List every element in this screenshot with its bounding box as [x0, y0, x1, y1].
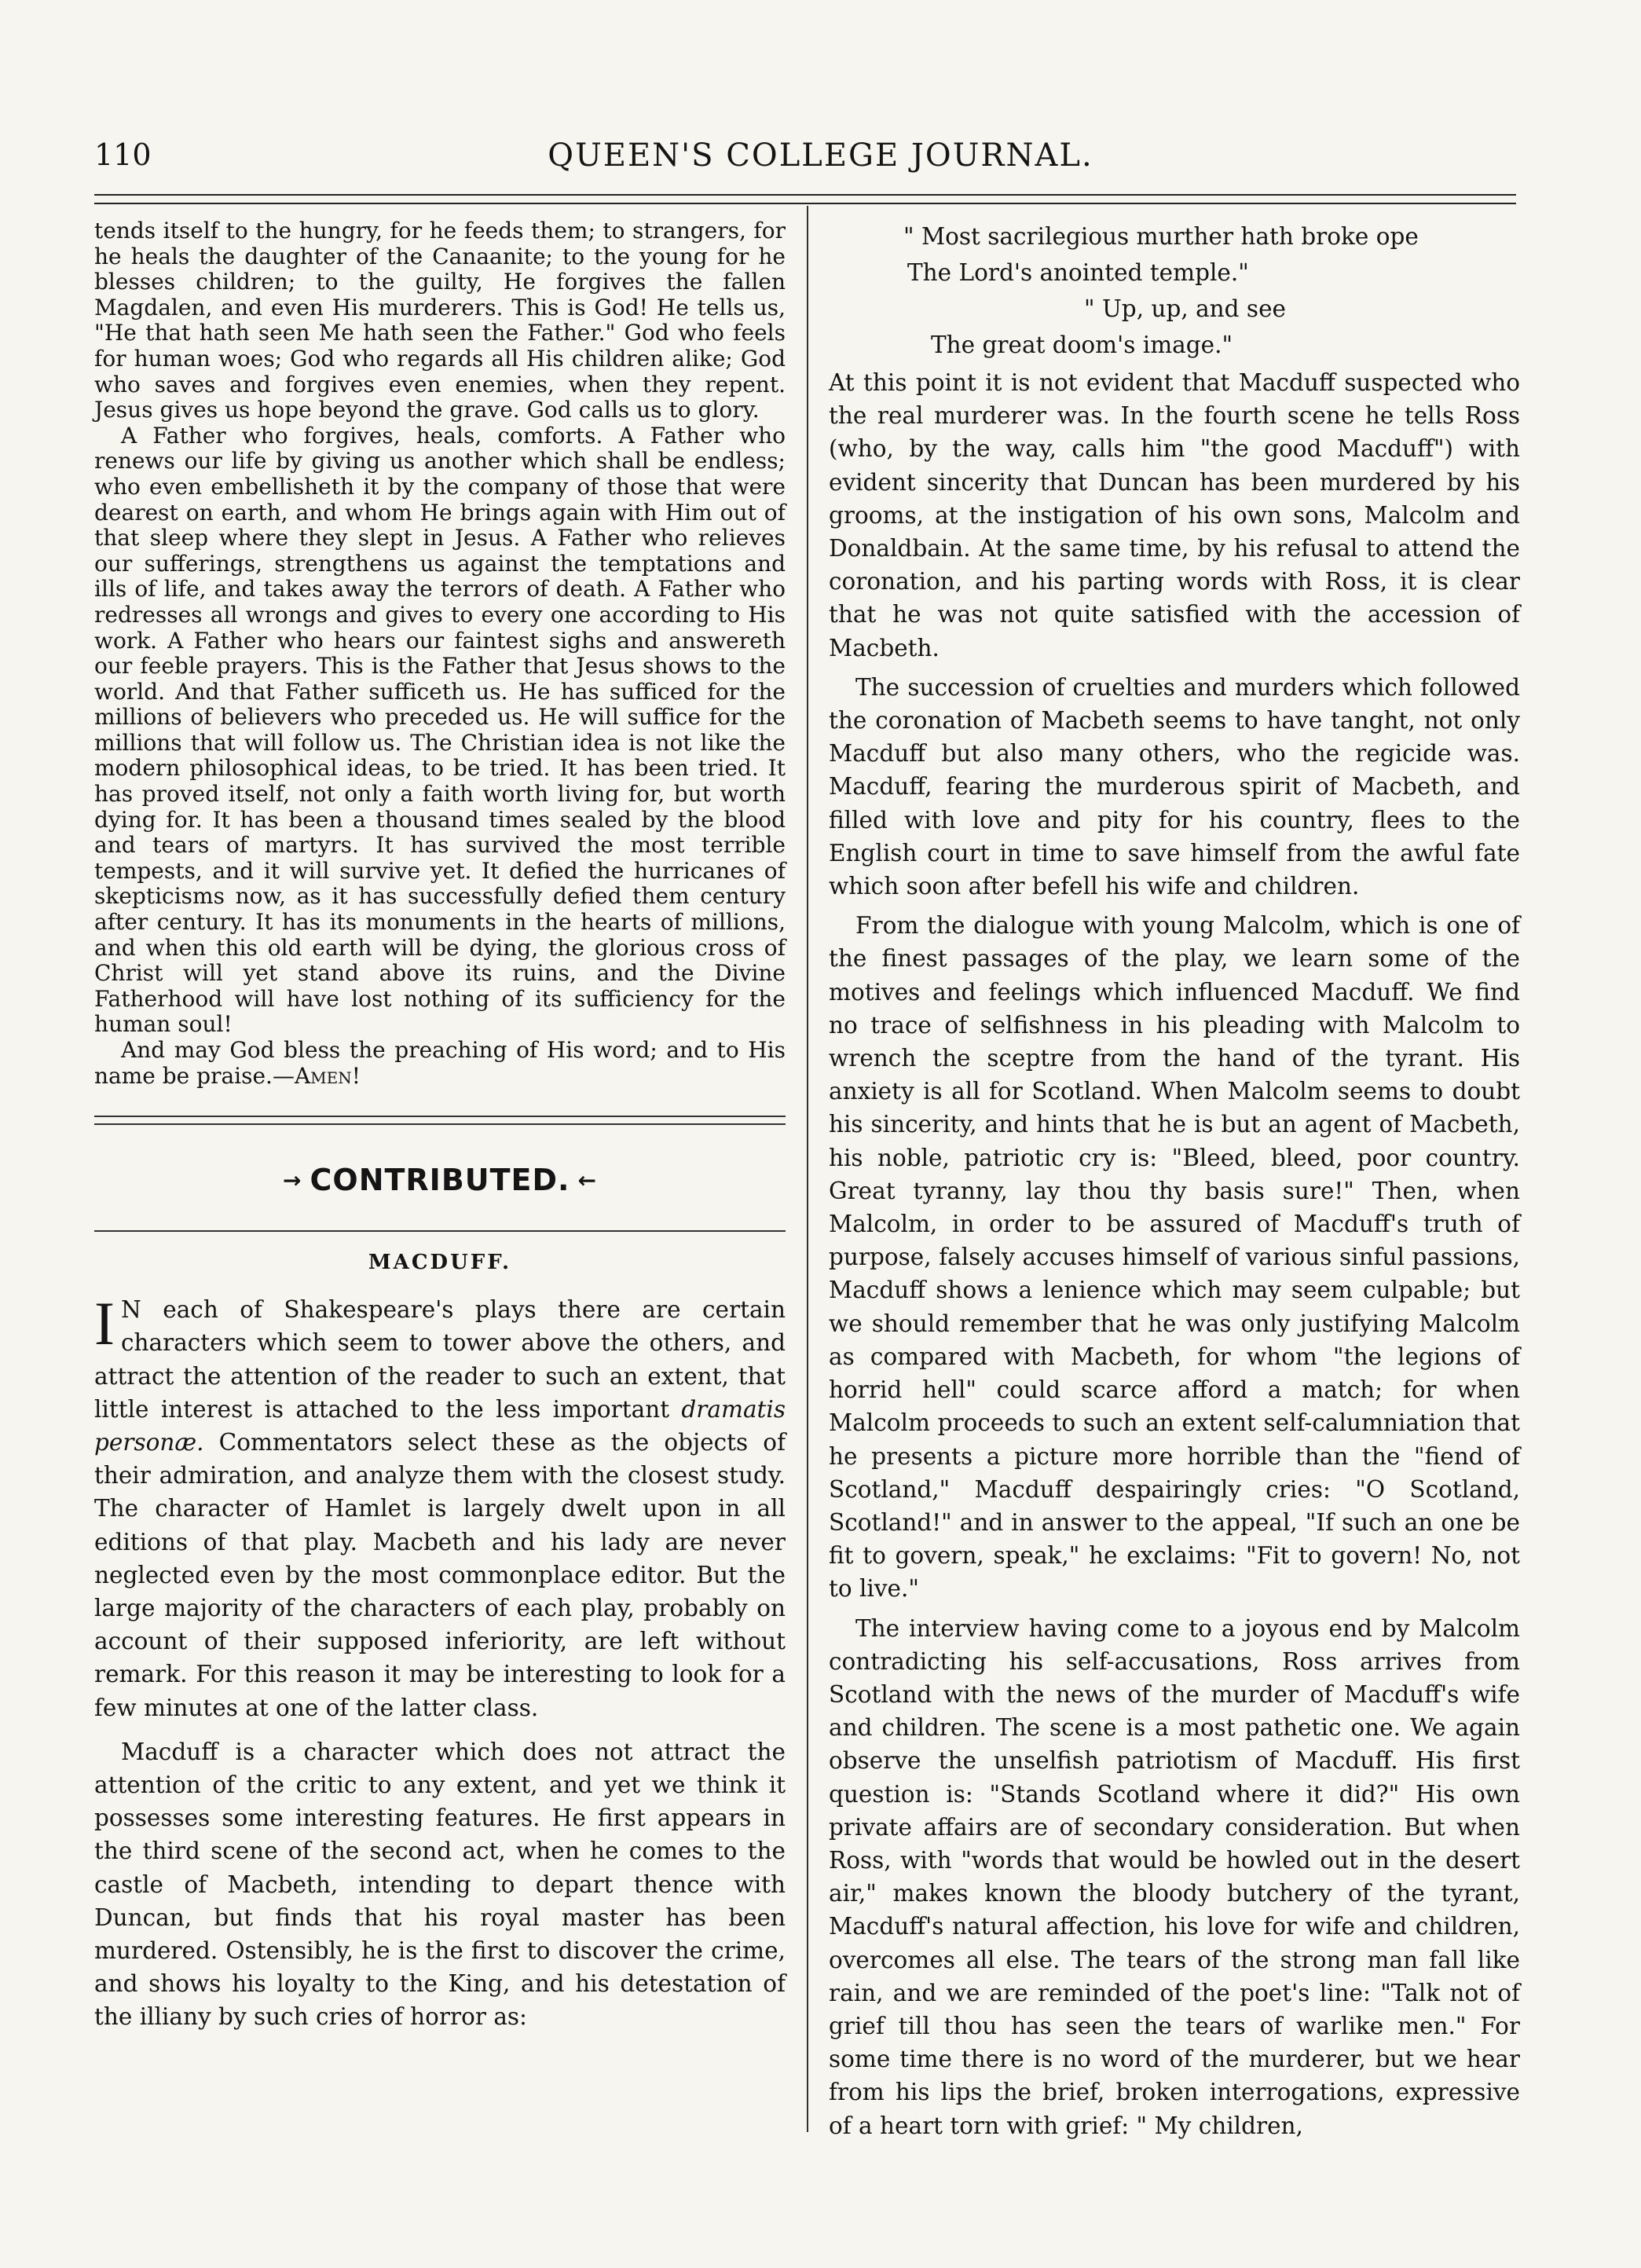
article-text: N each of Shakespeare's plays there are certain characters which seem to tower above the others, and attract the attention of the reader to such an extent, that little interest is attached to the less important: [94, 1296, 786, 1423]
article-paragraph: Macduff is a character which does not attract the attention of the critic to any extent, and yet we think it possesses some interesting features. He first appears in the third scene of the second act, when he comes to the castle of Macbeth, intending to depart thence with Duncan, but finds that his royal master has been murdered. Ostensibly, he is the first to discover the crime, and shows his loyalty to the King, and his detestation of the illiany by such cries of horror as:: [94, 1738, 786, 2031]
closing-text: And may God bless the preaching of His word; and to His name be praise.—: [94, 1037, 786, 1089]
article-paragraph: At this point it is not evident that Macduff suspected who the real murderer was. In the fourth scene he tells Ross (who, by the way, calls him "the good Macduff") with evident sincerity that Duncan has been murdered by his grooms, at the instigation of his own sons, Malcolm and Donaldbain. At the same time, by his refusal to attend the coronation, and his parting words with Ross, it is clear that he was not quite satisfied with the accession of Macbeth.: [829, 369, 1520, 661]
ornament-left: →: [283, 1167, 302, 1193]
article-paragraph: The interview having come to a joyous end by Malcolm contradicting his self-accusations, Ross arrives from Scotland with the news of the murder of Macduff's wife and children. The scene is a most pathetic one. We again observe the unselfish patriotism of Macduff. His first question is: "Stands Scotland where it did?" His own private affairs are of secondary consideration. But when Ross, with "words that would be howled out in the desert air," makes known the bloody butchery of the tyrant, Macduff's natural affection, his love for wife and children, overcomes all else. The tears of the strong man fall like rain, and we are reminded of the poet's line: "Talk not of grief till thou has seen the tears of warlike men." For some time there is no word of the murderer, but we hear from his lips the brief, broken interrogations, expressive of a heart torn with grief: " My children,: [829, 1614, 1520, 2139]
left-column: [94, 218, 786, 2034]
italic-term: dramatis personæ.: [94, 1395, 786, 1456]
sermon-paragraph: A Father who forgives, heals, comforts. A Father who renews our life by giving us another which shall be endless; who even embellisheth it by the company of those that were dearest on earth, and whom He brings again with Him out of that sleep where they slept in Jesus. A Father who relieves our sufferings, strengthens us against the temptations and ills of life, and takes away the terrors of death. A Father who redresses all wrongs and gives to every one according to His work. A Father who hears our faintest sighs and answereth our feeble prayers. This is the Father that Jesus shows to the world. And that Father sufficeth us. He has sufficed for the millions of believers who preceded us. He will suffice for the millions that will follow us. The Christian idea is not like the modern philosophical ideas, to be tried. It has been tried. It has proved itself, not only a faith worth living for, but worth dying for. It has been a thousand times sealed by the blood and tears of martyrs. It has survived the most terrible tempests, and it will survive yet. It defied the hurricanes of skepticisms now, as it has successfully defied them century after century. It has its monuments in the hearts of millions, and when this old earth will be dying, the glorious cross of Christ will yet stand above its ruins, and the Divine Fatherhood will have lost nothing of its sufficiency for the human soul!: [94, 422, 786, 1038]
article-paragraph: From the dialogue with young Malcolm, which is one of the finest passages of the play, we learn some of the motives and feelings which influenced Macduff. We find no trace of selfishness in his pleading with Malcolm to wrench the sceptre from the hand of the tyrant. His anxiety is all for Scotland. When Malcolm seems to doubt his sincerity, and hints that he is but an agent of Macbeth, his noble, patriotic cry is: "Bleed, bleed, poor country. Great tyranny, lay thou thy basis sure!" Then, when Malcolm, in order to be assured of Macduff's truth of purpose, falsely accuses himself of various sinful passions, Macduff shows a lenience which may seem culpable; but we should remember that he was only justifying Malcolm as compared with Macbeth, for whom "the legions of horrid hell" could scarce afford a match; for when Malcolm proceeds to such an extent self-calumniation that he presents a picture more horrible than the "fiend of Scotland," Macduff despairingly cries: "O Scotland, Scotland!" and in answer to the appeal, "If such an one be fit to govern, speak," he exclaims: "Fit to govern! No, not to live.": [829, 912, 1520, 1603]
ornament-right: ←: [577, 1167, 597, 1193]
closing-amen: Amen!: [294, 1062, 361, 1089]
article-first-paragraph: [94, 1289, 786, 1724]
right-column: [829, 218, 1520, 2142]
heading-rule: [94, 1230, 786, 1232]
column-divider: [807, 206, 808, 2132]
verse-line: " Up, up, and see: [1084, 295, 1286, 322]
verse-quote: [829, 218, 1520, 363]
journal-title: QUEEN'S COLLEGE JOURNAL.: [548, 137, 1093, 174]
verse-line: The Lord's anointed temple.": [907, 259, 1249, 286]
article-text: Commentators select these as the objects of their admiration, and analyze them with the closest study. The character of Hamlet is largely dwelt upon in all editions of that play. Macbeth and his lady are never neglected even by the most commonplace editor. But the large majority of the characters of each play, probably on account of their supposed inferiority, are left without remark. For this reason it may be interesting to look for a few minutes at one of the latter class.: [94, 1429, 786, 1721]
article-paragraph: The succession of cruelties and murders which followed the coronation of Macbeth seems to have tanght, not only Macduff but also many others, who the regicide was. Macduff, fearing the murderous spirit of Macbeth, and filled with love and pity for his country, flees to the English court in time to save himself from the awful fate which soon after befell his wife and children.: [829, 673, 1520, 900]
section-heading: [94, 1163, 786, 1197]
section-divider: [94, 1116, 786, 1125]
sermon-paragraph: tends itself to the hungry, for he feeds them; to strangers, for he heals the daughter of the Canaanite; to the young for he blesses children; to the guilty, He forgives the fallen Magdalen, and even His murderers. This is God! He tells us, "He that hath seen Me hath seen the Father." God who feels for human woes; God who regards all His children alike; God who saves and forgives even enemies, when they repent. Jesus gives us hope beyond the grave. God calls us to glory.: [94, 218, 786, 423]
sermon-closing: [94, 1038, 786, 1089]
article-title: MACDUFF.: [368, 1251, 512, 1275]
verse-line: The great doom's image.": [931, 332, 1233, 358]
drop-cap: I: [94, 1289, 115, 1358]
page-number: 110: [94, 137, 152, 172]
section-heading-text: CONTRIBUTED.: [310, 1163, 570, 1198]
header-rule: [94, 194, 1516, 204]
verse-line: " Most sacrilegious murther hath broke ope: [903, 223, 1419, 250]
